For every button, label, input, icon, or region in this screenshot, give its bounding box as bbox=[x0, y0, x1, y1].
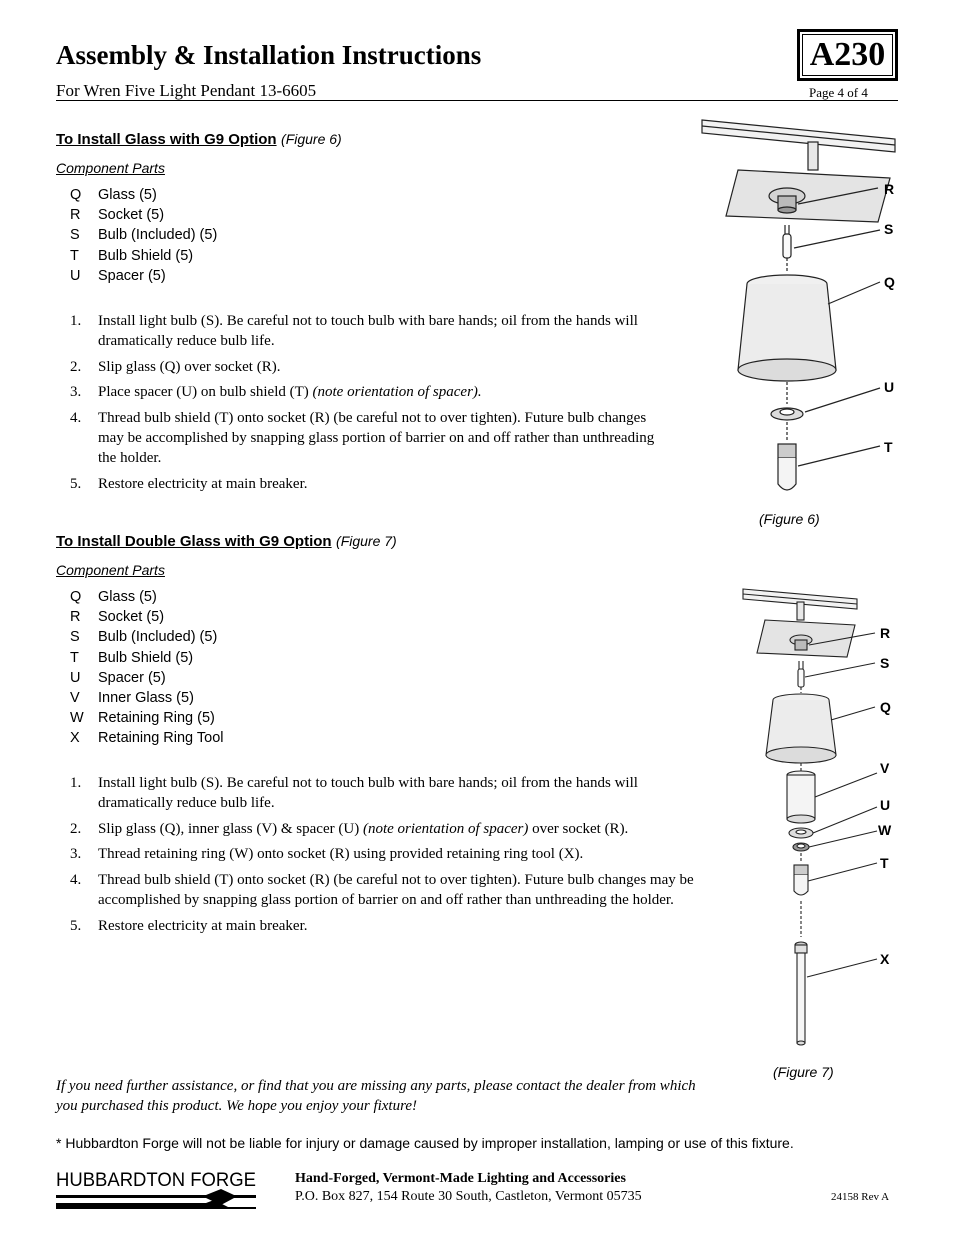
step-number: 5. bbox=[70, 917, 82, 934]
footer-tagline: Hand-Forged, Vermont-Made Lighting and Accessories bbox=[295, 1171, 626, 1186]
component-parts-list bbox=[56, 587, 223, 749]
step-number: 2. bbox=[70, 820, 82, 837]
part-item bbox=[56, 627, 223, 647]
page-subtitle: For Wren Five Light Pendant 13-6605 bbox=[56, 81, 317, 100]
figure-label: R bbox=[884, 181, 895, 197]
part-letter: R bbox=[70, 609, 81, 626]
figure-7-caption: (Figure 7) bbox=[773, 1064, 834, 1080]
part-letter: V bbox=[70, 689, 80, 706]
logo-text: HUBBARDTON FORGE bbox=[56, 1170, 256, 1191]
step-text-tail: over socket (R). bbox=[528, 820, 629, 837]
instruction-steps bbox=[56, 774, 706, 943]
part-letter: T bbox=[70, 247, 79, 264]
page-title: Assembly & Installation Instructions bbox=[56, 40, 482, 70]
step-text: Slip glass (Q) over socket (R). bbox=[98, 358, 281, 375]
page-number: Page 4 of 4 bbox=[809, 85, 868, 100]
part-item bbox=[56, 266, 217, 286]
part-letter: S bbox=[70, 629, 80, 646]
instruction-step bbox=[56, 383, 666, 403]
part-name: Socket (5) bbox=[98, 609, 165, 626]
part-letter: W bbox=[70, 710, 84, 727]
part-item bbox=[56, 587, 223, 607]
instruction-step bbox=[56, 475, 666, 495]
part-item bbox=[56, 688, 223, 708]
step-note: (note orientation of spacer) bbox=[362, 820, 529, 837]
step-text: Slip glass (Q), inner glass (V) & spacer (U) bbox=[98, 820, 363, 837]
document-code-box bbox=[797, 29, 898, 81]
part-item bbox=[56, 246, 217, 266]
step-number: 4. bbox=[70, 410, 82, 427]
step-number: 2. bbox=[70, 358, 82, 375]
instruction-step bbox=[56, 774, 706, 814]
figure-label: T bbox=[884, 439, 893, 455]
figure-6-caption: (Figure 6) bbox=[759, 511, 820, 527]
part-name: Inner Glass (5) bbox=[98, 689, 194, 706]
step-text: Thread bulb shield (T) onto socket (R) (be careful not to over tighten). Future bulb changes may be accomplished by snapping glass portion of barrier on and off rather than unthreading the holder. bbox=[98, 410, 655, 466]
part-item bbox=[56, 225, 217, 245]
step-text: Restore electricity at main breaker. bbox=[98, 917, 308, 934]
step-number: 1. bbox=[70, 313, 82, 329]
instruction-step bbox=[56, 917, 706, 937]
step-text: Thread retaining ring (W) onto socket (R) using provided retaining ring tool (X). bbox=[98, 846, 584, 863]
part-item bbox=[56, 205, 217, 225]
part-name: Spacer (5) bbox=[98, 267, 166, 284]
figure-label: W bbox=[878, 822, 892, 838]
part-item bbox=[56, 728, 223, 748]
component-parts-list bbox=[56, 185, 217, 286]
figure-label: V bbox=[880, 760, 890, 776]
instruction-step bbox=[56, 820, 706, 840]
part-letter: S bbox=[70, 227, 80, 244]
figure-label: U bbox=[884, 379, 895, 395]
instruction-step bbox=[56, 409, 666, 468]
step-number: 3. bbox=[70, 384, 82, 401]
part-name: Bulb (Included) (5) bbox=[98, 629, 218, 646]
step-text: Restore electricity at main breaker. bbox=[98, 475, 308, 492]
part-name: Bulb Shield (5) bbox=[98, 247, 194, 264]
part-letter: X bbox=[70, 730, 80, 747]
figure-label: U bbox=[880, 797, 891, 813]
part-item bbox=[56, 668, 223, 688]
part-letter: R bbox=[70, 207, 81, 224]
part-item bbox=[56, 648, 223, 668]
header-rule bbox=[56, 100, 898, 101]
step-note: (note orientation of spacer). bbox=[312, 384, 482, 401]
part-letter: Q bbox=[70, 187, 82, 203]
figure-label: S bbox=[884, 221, 894, 237]
part-letter: T bbox=[70, 649, 79, 666]
step-number: 5. bbox=[70, 475, 82, 492]
part-name: Bulb (Included) (5) bbox=[98, 227, 218, 244]
part-name: Glass (5) bbox=[98, 187, 157, 203]
section-heading-text: To Install Glass with G9 Option bbox=[56, 131, 277, 148]
figure-reference: (Figure 6) bbox=[281, 131, 342, 147]
document-code: A230 bbox=[809, 36, 886, 73]
figure-label: R bbox=[880, 625, 891, 641]
part-letter: U bbox=[70, 669, 81, 686]
figure-6-exploded-diagram bbox=[690, 112, 920, 507]
step-number: 4. bbox=[70, 872, 82, 889]
figure-label: S bbox=[880, 655, 890, 671]
instruction-step bbox=[56, 312, 666, 352]
section-heading-glass-g9 bbox=[56, 131, 342, 149]
figure-label: X bbox=[880, 951, 890, 967]
part-name: Spacer (5) bbox=[98, 669, 166, 686]
instruction-step bbox=[56, 845, 706, 865]
assistance-note: If you need further assistance, or find that you are missing any parts, please contact the dealer from which you purchased this product. We hope you enjoy your fixture! bbox=[56, 1078, 696, 1114]
part-name: Glass (5) bbox=[98, 589, 157, 605]
step-number: 3. bbox=[70, 846, 82, 863]
part-letter: U bbox=[70, 267, 81, 284]
figure-label: Q bbox=[880, 699, 891, 715]
figure-label: T bbox=[880, 855, 889, 871]
figure-7-exploded-diagram bbox=[735, 585, 915, 1055]
hubbardton-forge-logo bbox=[56, 1167, 266, 1211]
part-name: Retaining Ring (5) bbox=[98, 710, 215, 727]
part-item bbox=[56, 185, 217, 205]
figure-reference: (Figure 7) bbox=[336, 533, 397, 549]
footer-address: P.O. Box 827, 154 Route 30 South, Castleton, Vermont 05735 bbox=[295, 1189, 642, 1204]
step-text: Thread bulb shield (T) onto socket (R) (be careful not to over tighten). Future bulb changes may be accomplished by snapping glass portion of barrier on and off rather than unthreading the holder. bbox=[98, 872, 694, 908]
instruction-steps bbox=[56, 312, 666, 500]
section-heading-double-glass-g9 bbox=[56, 533, 397, 551]
step-text: Place spacer (U) on bulb shield (T) bbox=[98, 384, 313, 401]
step-number: 1. bbox=[70, 775, 82, 791]
liability-disclaimer: * Hubbardton Forge will not be liable for injury or damage caused by improper installation, lamping or use of this fixture. bbox=[56, 1135, 794, 1151]
part-item bbox=[56, 708, 223, 728]
figure-label: Q bbox=[884, 274, 895, 290]
instruction-step bbox=[56, 871, 706, 911]
section-heading-text: To Install Double Glass with G9 Option bbox=[56, 533, 332, 550]
part-name: Retaining Ring Tool bbox=[98, 730, 224, 747]
part-item bbox=[56, 607, 223, 627]
part-letter: Q bbox=[70, 589, 82, 605]
step-text: Install light bulb (S). Be careful not to touch bulb with bare hands; oil from the hands will dramatically reduce bulb life. bbox=[98, 775, 638, 811]
step-text: Install light bulb (S). Be careful not to touch bulb with bare hands; oil from the hands will dramatically reduce bulb life. bbox=[98, 313, 638, 349]
instruction-step bbox=[56, 358, 666, 378]
component-parts-heading: Component Parts bbox=[56, 562, 165, 578]
document-revision: 24158 Rev A bbox=[831, 1191, 890, 1203]
part-name: Bulb Shield (5) bbox=[98, 649, 194, 666]
part-name: Socket (5) bbox=[98, 207, 165, 224]
component-parts-heading: Component Parts bbox=[56, 160, 165, 176]
